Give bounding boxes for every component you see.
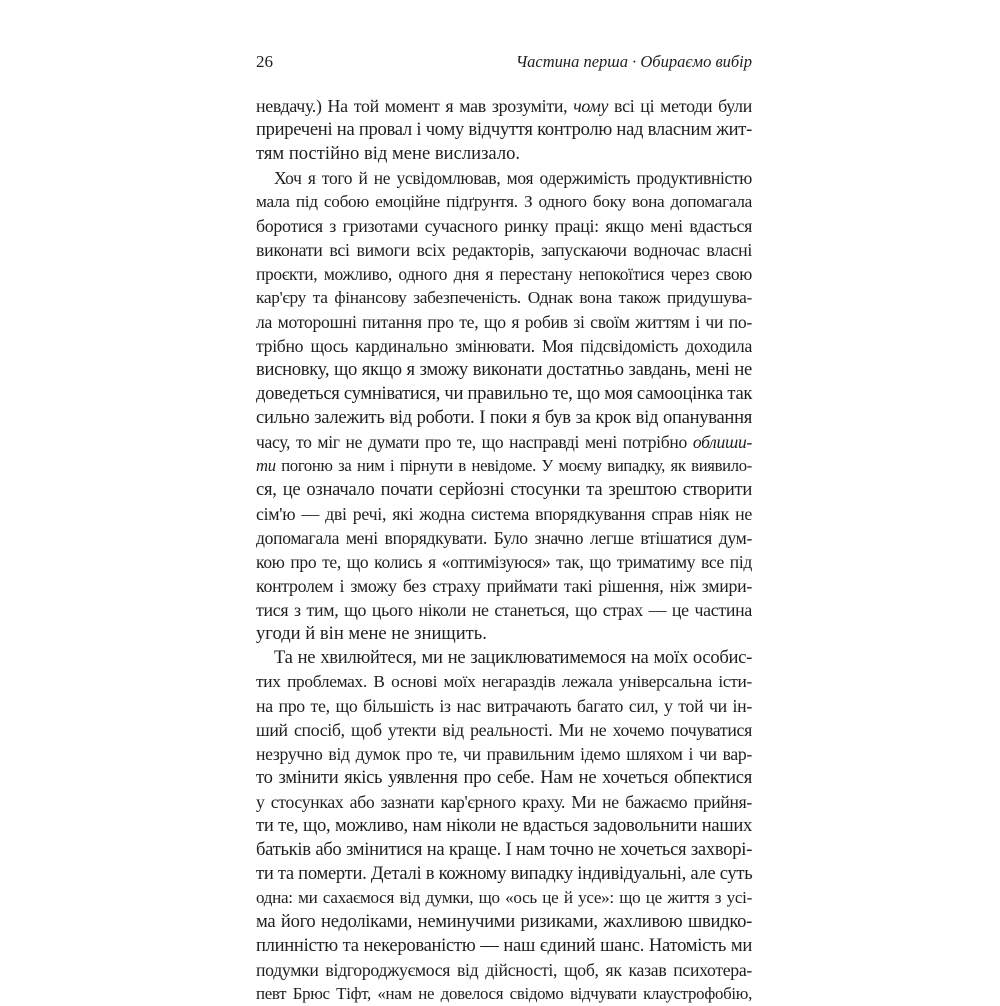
text-line <box>256 886 752 910</box>
text-line <box>256 478 752 502</box>
text-line <box>256 982 752 1006</box>
running-head-title: Частина перша · Обираємо вибір <box>515 52 752 71</box>
text-line <box>256 502 752 526</box>
text-run: Та не хвилюйтеся, ми не зациклюватимемося на моїх особис- <box>274 647 752 668</box>
text-line <box>256 526 752 550</box>
text-run: всі ці методи були <box>608 96 752 116</box>
text-line <box>256 694 752 718</box>
text-run: ти та померти. Деталі в кожному випадку індивідуальні, але суть <box>256 863 753 884</box>
text-line <box>256 670 752 694</box>
text-run: часу, то міг не думати про те, що насправді мені потрібно <box>256 432 693 452</box>
text-run: доведеться сумніватися, чи правильно те, що моя самооцінка так <box>256 383 753 404</box>
text-run: то змінити якісь уявлення про себе. Нам не хочеться обпектися <box>256 767 752 788</box>
text-run: допомагала мені впорядкувати. Було значно легше втішатися дум- <box>256 528 752 548</box>
text-line <box>256 574 752 598</box>
text-line <box>256 934 752 958</box>
text-line <box>256 838 752 862</box>
text-run: тям постійно від мене вислизало. <box>256 143 521 164</box>
text-run: тих проблемах. В основі моїх негараздів лежала універсальна істи- <box>256 672 752 691</box>
text-run: у стосунках або зазнати кар'єрного краху. Ми не бажаємо прийня- <box>256 792 752 812</box>
text-line <box>256 742 752 766</box>
italic-run: облиши- <box>692 432 752 452</box>
text-run: трібно щось кардинально змінювати. Моя підсвідомість доходила <box>256 336 752 356</box>
text-run: невдачу.) На той момент я мав зрозуміти, <box>256 96 574 116</box>
text-run: висновку, що якщо я зможу виконати достатньо завдань, мені не <box>256 359 752 380</box>
text-line <box>256 358 752 382</box>
text-line <box>256 430 752 454</box>
text-run: ма його недоліками, неминучими ризиками, жахливою швидко- <box>256 911 752 932</box>
text-run: ся, це означало почати серйозні стосунки та зрештою створити <box>256 479 752 500</box>
text-run: виконати всі вимоги всіх редакторів, запускаючи водночас власні <box>256 240 752 260</box>
text-line <box>256 190 752 214</box>
text-run: ла моторошні питання про те, що я робив зі своїм життям і чи по- <box>256 312 752 332</box>
text-run: кар'єру та фінансову забезпеченість. Однак вона також придушува- <box>256 288 752 307</box>
body-text <box>256 94 752 1006</box>
text-line <box>256 286 752 310</box>
text-run: кою про те, що колись я «оптимізуюся» так, що триматиму все під <box>256 552 752 572</box>
text-run: погоню за ним і пірнути в невідоме. У моєму випадку, як виявило- <box>275 456 752 475</box>
text-line <box>256 310 752 334</box>
text-run: проєкти, можливо, одного дня я перестану непокоїтися через свою <box>256 264 752 284</box>
italic-run: ти <box>256 456 276 475</box>
italic-run: чому <box>573 96 609 116</box>
text-run: угоди й він мене не знищить. <box>256 623 487 644</box>
text-line <box>256 862 752 886</box>
text-line <box>256 382 752 406</box>
text-line <box>256 334 752 358</box>
text-run: ший спосіб, щоб утекти від реальності. Ми не хочемо почуватися <box>256 720 752 740</box>
text-line <box>256 166 752 190</box>
text-run: сильно залежить від роботи. І поки я був за крок від опанування <box>256 407 752 428</box>
text-line <box>256 766 752 790</box>
text-run: батьків або змінитися на краще. І нам точно не хочеться захворі- <box>256 839 752 860</box>
text-run: мала під собою емоційне підґрунтя. З одного боку вона допомагала <box>256 192 752 211</box>
text-line <box>256 598 752 622</box>
text-run: плинністю та некерованістю — наш єдиний шанс. Натомість ми <box>256 935 752 956</box>
text-run: одна: ми сахаємося від думки, що «ось це й усе»: що це життя з усі- <box>256 888 752 907</box>
text-line <box>256 454 752 478</box>
text-run: тися з тим, що цього ніколи не станеться, що страх — це частина <box>256 600 752 620</box>
text-line <box>256 214 752 238</box>
text-run: контролем і зможу без страху приймати такі рішення, ніж змири- <box>256 576 752 596</box>
text-line <box>256 406 752 430</box>
text-line <box>256 262 752 286</box>
book-page <box>256 52 752 1006</box>
text-line <box>256 790 752 814</box>
text-line <box>256 814 752 838</box>
page-number: 26 <box>256 52 273 71</box>
text-run: Хоч я того й не усвідомлював, моя одержимість продуктивністю <box>274 168 752 188</box>
text-line <box>256 550 752 574</box>
running-head <box>256 52 752 80</box>
text-line <box>256 142 752 166</box>
text-run: сім'ю — дві речі, які жодна система впорядкування справ ніяк не <box>256 504 752 524</box>
text-line <box>256 622 752 646</box>
text-line <box>256 94 752 118</box>
text-run: ти те, що, можливо, нам ніколи не вдасться задовольнити наших <box>256 815 752 836</box>
text-run: певт Брюс Тіфт, «нам не довелося свідомо відчувати клаустрофобію, <box>256 984 752 1003</box>
text-line <box>256 910 752 934</box>
text-run: незручно від думок про те, чи правильним ідемо шляхом і чи вар- <box>256 744 752 764</box>
text-line <box>256 646 752 670</box>
text-line <box>256 958 752 982</box>
text-run: подумки відгороджуємося від дійсності, щоб, як казав психотера- <box>256 960 752 980</box>
text-line <box>256 718 752 742</box>
text-run: приречені на провал і чому відчуття контролю над власним жит- <box>256 119 752 140</box>
text-run: на про те, що більшість із нас витрачають багато сил, у той чи ін- <box>256 696 752 716</box>
text-line <box>256 238 752 262</box>
text-line <box>256 118 752 142</box>
text-run: боротися з гризотами сучасного ринку праці: якщо мені вдасться <box>256 216 752 236</box>
